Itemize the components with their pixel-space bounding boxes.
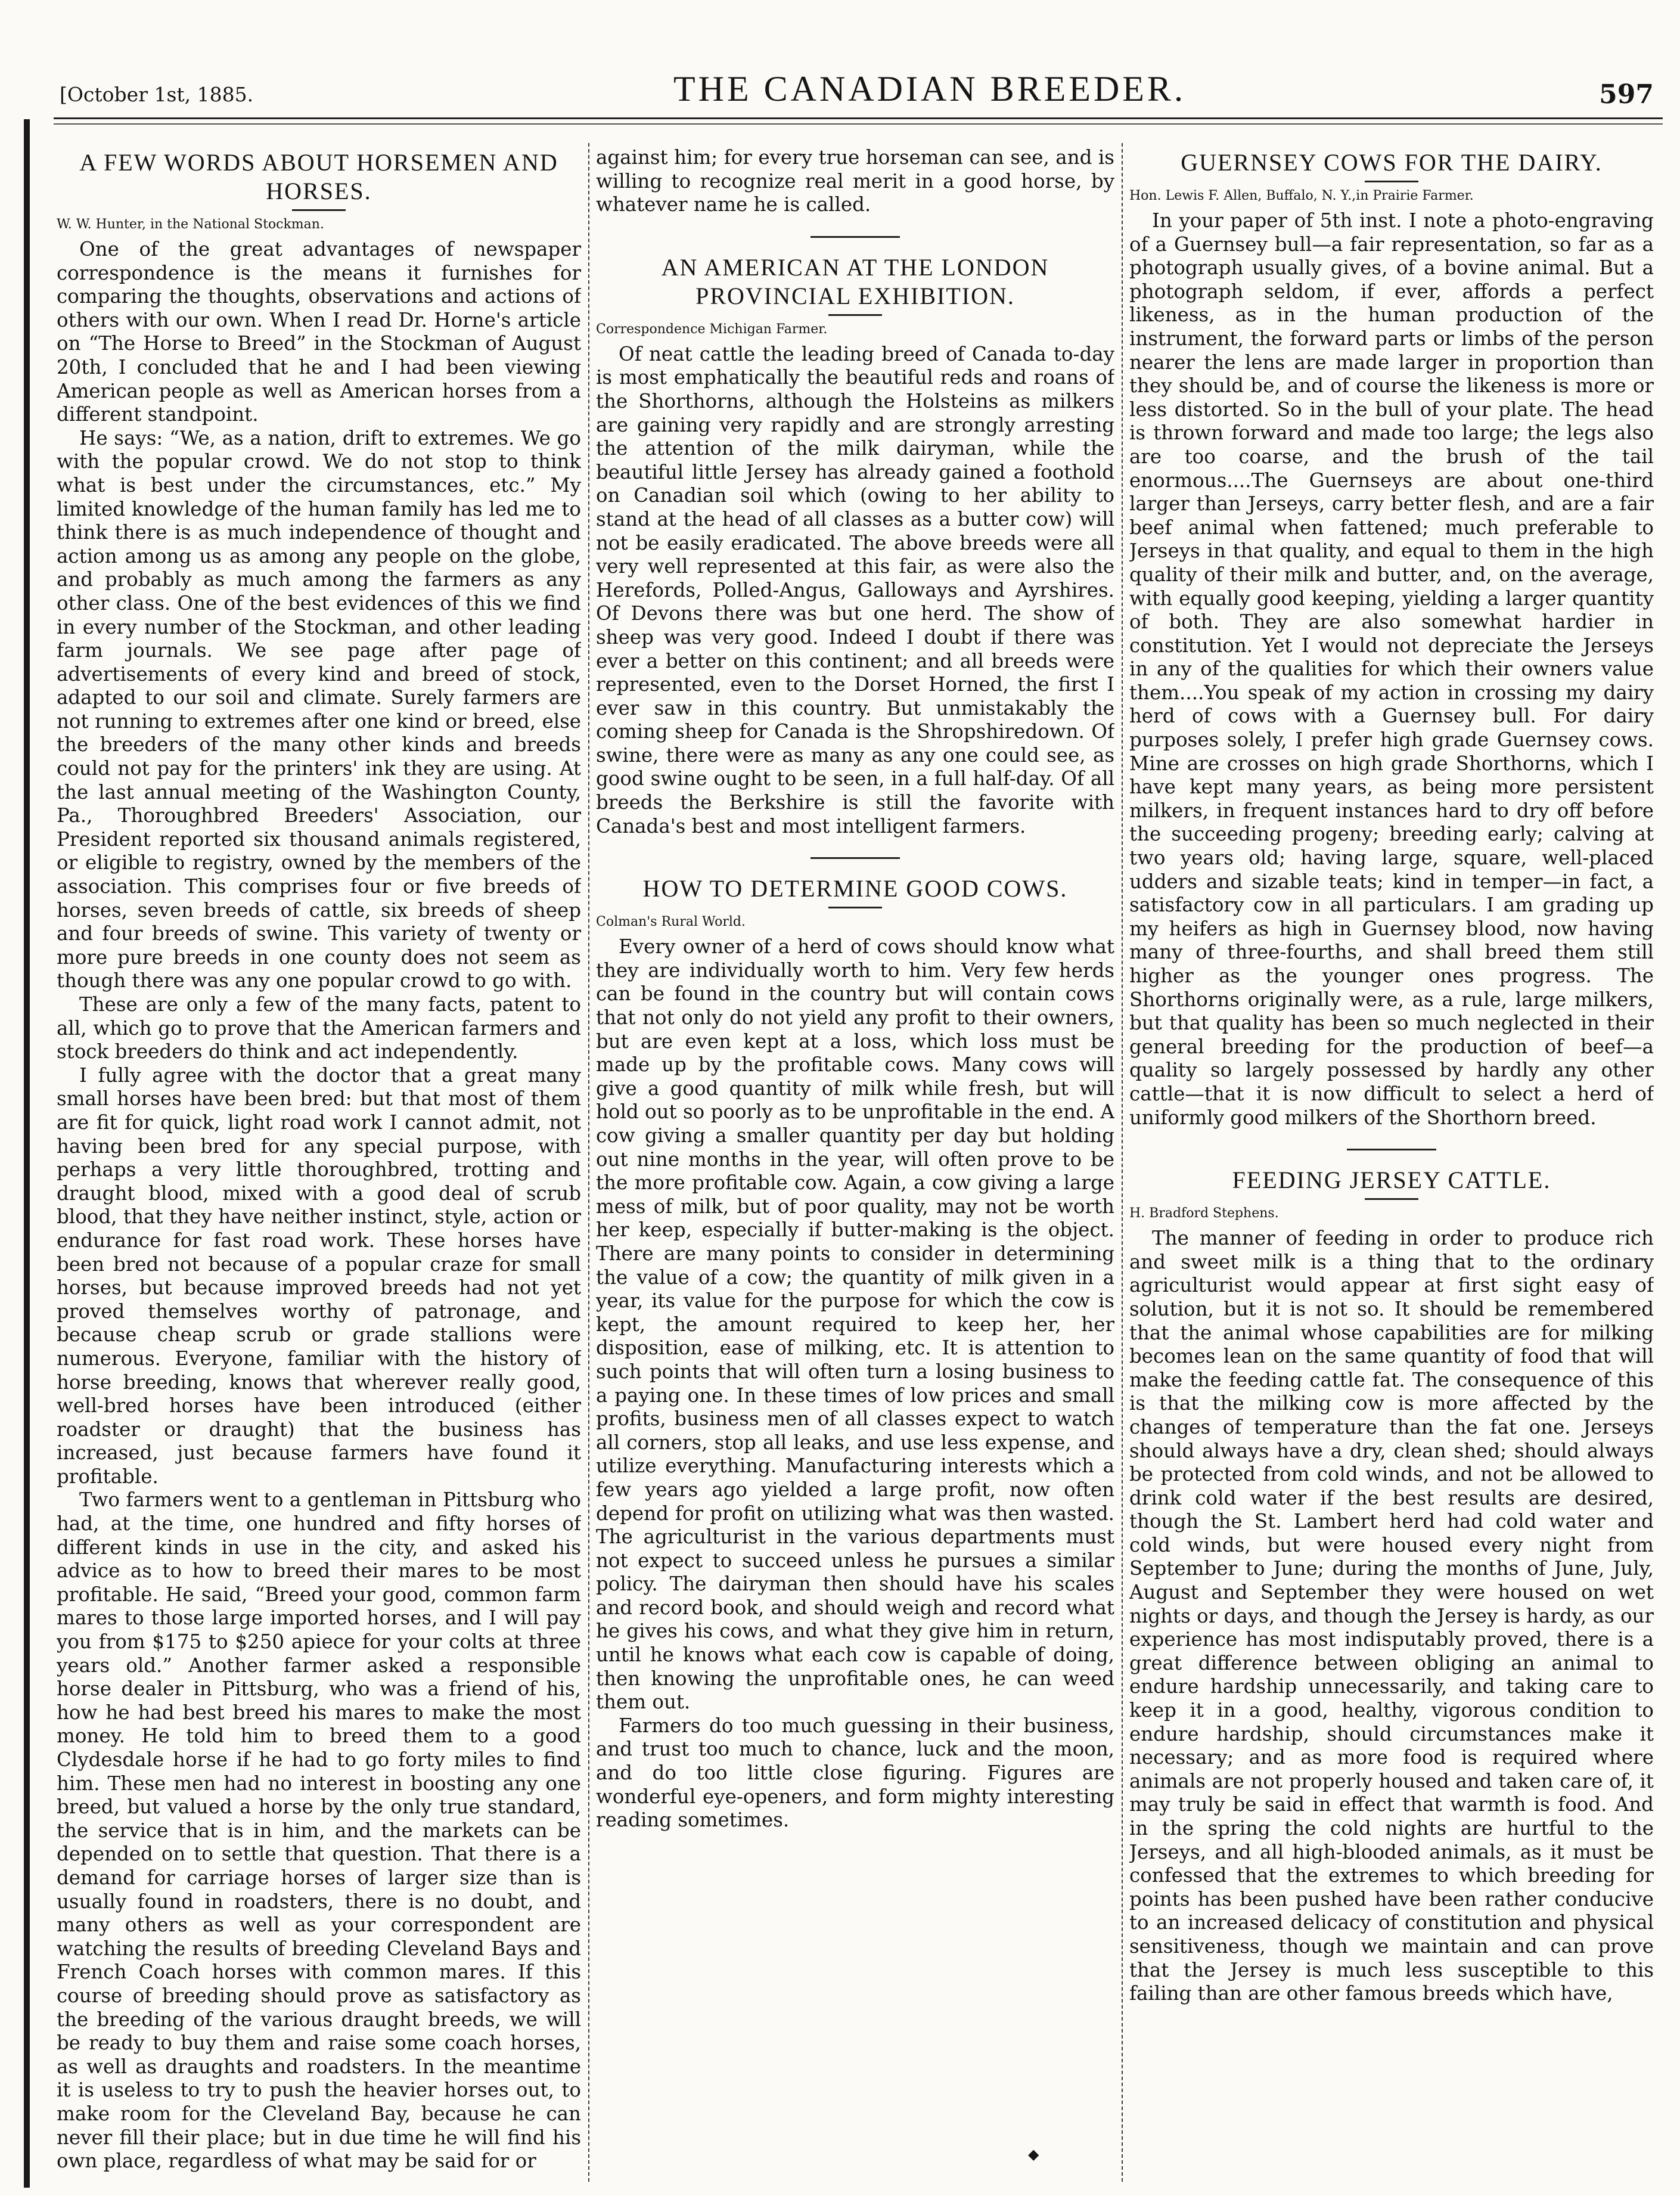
page-number: 597 xyxy=(1599,79,1654,110)
title-rule xyxy=(828,907,882,908)
masthead-rule-thin xyxy=(54,123,1663,125)
article-horsemen xyxy=(57,148,581,2173)
column-2 xyxy=(596,146,1114,2185)
title-rule xyxy=(292,209,346,211)
title-rule xyxy=(1365,1198,1418,1200)
article-paragraph: These are only a few of the many facts, patent to all, which go to prove that the American farmers and stock breeders do think and act independently. xyxy=(57,993,581,1063)
issue-date: [October 1st, 1885. xyxy=(60,83,254,106)
article-london-exhibition xyxy=(596,253,1114,838)
article-paragraph: He says: “We, as a nation, drift to extremes. We go with the popular crowd. We do not stop to think what is best under the circumstances, etc.” My limited knowledge of the human family has led me to think there is as much independence of thought and action among us as among any people on the globe, and probably as much among the farmers as any other class. One of the best evidences of this we find in every number of the Stockman, and other leading farm journals. We see page after page of advertisements of every kind and breed of stock, adapted to our soil and climate. Surely farmers are not running to extremes after one kind or breed, else the breeders of the many other kinds and breeds could not pay for the printers' ink they are using. At the last annual meeting of the Washington County, Pa., Thoroughbred Breeders' Association, our President reported six thousand animals registered, or eligible to registry, owned by the members of the association. This comprises four or five breeds of horses, seven breeds of cattle, six breeds of sheep and four breeds of swine. This variety of twenty or more pure breeds in one county does not seem as though there was any one popular crowd to go with. xyxy=(57,426,581,992)
column-divider xyxy=(588,143,589,2182)
article-good-cows xyxy=(596,874,1114,1832)
article-paragraph: Farmers do too much guessing in their business, and trust too much to chance, luck and the moon, and do too little close figuring. Figures are wonderful eye-openers, and form mighty interesting reading sometimes. xyxy=(596,1714,1114,1832)
article-paragraph: Of neat cattle the leading breed of Canada to-day is most emphatically the beautiful reds and roans of the Shorthorns, although the Holsteins as milkers are gaining very rapidly and are strongly arresting the attention of the milk dairyman, while the beautiful little Jersey has already gained a foothold on Canadian soil which (owing to her ability to stand at the head of all classes as a butter cow) will not be easily eradicated. The above breeds were all very well represented at this fair, as were also the Herefords, Polled-Angus, Galloways and Ayrshires. Of Devons there was but one herd. The show of sheep was very good. Indeed I doubt if there was ever a better on this continent; and all breeds were represented, even to the Dorset Horned, the first I ever saw in this country. But unmistakably the coming sheep for Canada is the Shropshiredown. Of swine, there were as many as any one could see, as good swine ought to be seen, in a full half-day. Of all breeds the Berkshire is still the favorite with Canada's best and most intelligent farmers. xyxy=(596,342,1114,838)
article-title: A FEW WORDS ABOUT HORSEMEN AND HORSES. xyxy=(79,149,558,204)
bottom-ornament: ◆ xyxy=(1028,2146,1039,2163)
column-divider xyxy=(1122,143,1123,2182)
title-rule xyxy=(828,314,882,316)
article-feeding-jersey xyxy=(1129,1166,1654,2006)
column-3 xyxy=(1129,146,1654,2185)
article-paragraph: Every owner of a herd of cows should know what they are individually worth to him. Very few herds can be found in the country but will contain cows that not only do not yield any profit to their owners, but are even kept at a loss, which loss must be made up by the profitable cows. Many cows will give a good quantity of milk while fresh, but will hold out so poorly as to be unprofitable in the end. A cow giving a smaller quantity per day but holding out nine months in the year, will often prove to be the more profitable cow. Again, a cow giving a large mess of milk, but of poor quality, may not be worth her keep, especially if butter-making is the object. There are many points to consider in determining the value of a cow; the quantity of milk given in a year, its value for the purpose for which the cow is kept, the amount required to keep her, her disposition, ease of milking, etc. It is attention to such points that will often turn a losing business to a paying one. In these times of low prices and small profits, business men of all classes expect to watch all corners, stop all leaks, and use less expense, and utilize everything. Manufacturing interests which a few years ago yielded a large profit, now often depend for profit on utilizing what was then wasted. The agriculturist in the various departments must not expect to succeed unless he pursues a similar policy. The dairyman then should have his scales and record book, and should weigh and record what he gives his cows, and what they give him in return, until he knows what each cow is capable of doing, then knowing the unprofitable ones, he can weed them out. xyxy=(596,935,1114,1714)
article-separator xyxy=(1347,1149,1436,1150)
masthead-rule xyxy=(54,117,1663,119)
article-paragraph-continuation: against him; for every true horseman can see, and is willing to recognize real merit in a good horse, by whatever name he is called. xyxy=(596,146,1114,216)
article-title: FEEDING JERSEY CATTLE. xyxy=(1232,1167,1551,1194)
article-title: HOW TO DETERMINE GOOD COWS. xyxy=(642,875,1068,902)
article-separator xyxy=(811,857,900,859)
article-paragraph: In your paper of 5th inst. I note a photo-engraving of a Guernsey bull—a fair representation, so far as a photograph usually gives, of a bovine animal. But a photograph seldom, if ever, affords a perfect likeness, as in the human production of the instrument, the forward parts or limbs of the person nearer the lens are made larger in proportion than they should be, and of course the likeness is more or less distorted. So in the bull of your plate. The head is thrown forward and made too large; the legs also are too coarse, and the brush of the tail enormous....The Guernseys are about one-third larger than Jerseys, carry better flesh, and are a fair beef animal when fattened; much preferable to Jerseys in that quality, and equal to them in the high quality of their milk and butter, and, on the average, with equally good keeping, yielding a larger quantity of both. They are also somewhat hardier in constitution. Yet I would not depreciate the Jerseys in any of the qualities for which their owners value them....You speak of my action in crossing my dairy herd of cows with a Guernsey bull. For dairy purposes solely, I prefer high grade Guernsey cows. Mine are crosses on high grade Shorthorns, which I have kept many years, as being more persistent milkers, in frequent instances hard to dry off before the succeeding progeny; breeding early; calving at two years old; having large, square, well-placed udders and sizable teats; kind in temper—in fact, a satisfactory cow in all particulars. I am grading up my heifers as high in Guernsey blood, now having many of three-fourths, and shall breed them still higher as the younger ones progress. The Shorthorns originally were, as a rule, large milkers, but that quality has been so much neglected in their general breeding for the production of beef—a quality so largely possessed by hardly any other cattle—that it is now difficult to select a herd of uniformly good milkers of the Shorthorn breed. xyxy=(1129,209,1654,1129)
article-source: W. W. Hunter, in the National Stockman. xyxy=(57,217,324,232)
article-paragraph-continued: Two farmers went to a gentleman in Pittsburg who had, at the time, one hundred and fifty horses of different kinds in use in the city, and asked his advice as to how to breed their mares to be most profitable. He said, “Breed your good, common farm mares to those large imported horses, and I will pay you from $175 to $250 apiece for your colts at three years old.” Another farmer asked a responsible horse dealer in Pittsburg, who was a friend of his, how he had best breed his mares to make the most money. He told him to breed them to a good Clydesdale horse if he had to go forty miles to find him. These men had no interest in boosting any one breed, but valued a horse by the only true standard, the service that is in him, and the markets can be depended on to settle that question. That there is a demand for carriage horses of larger size than is usually found in roadsters, there is no doubt, and many others as well as your correspondent are watching the results of breeding Cleveland Bays and French Coach horses with common mares. If this course of breeding should prove as satisfactory as the breeding of the various draught breeds, we will be ready to buy them and raise some coach horses, as well as draughts and roadsters. In the meantime it is useless to try to push the heavier horses out, to make room for the Cleveland Bay, because he can never fill their place; but in due time he will find his own place, regardless of what may be said for or xyxy=(57,1488,581,2173)
title-rule xyxy=(1365,181,1418,182)
article-guernsey xyxy=(1129,148,1654,1130)
article-source: Colman's Rural World. xyxy=(596,914,746,930)
article-source: Correspondence Michigan Farmer. xyxy=(596,321,828,337)
masthead xyxy=(54,69,1663,116)
article-source: Hon. Lewis F. Allen, Buffalo, N. Y.,in Prairie Farmer. xyxy=(1129,188,1474,203)
article-title: GUERNSEY COWS FOR THE DAIRY. xyxy=(1181,149,1603,176)
article-title: AN AMERICAN AT THE LONDON PROVINCIAL EXHIBITION. xyxy=(661,253,1049,309)
article-source: H. Bradford Stephens. xyxy=(1129,1206,1279,1221)
article-paragraph: The manner of feeding in order to produce rich and sweet milk is a thing that to the ordinary agriculturist would appear at first sight easy of solution, but it is not so. It should be remembered that the animal whose capabilities are for milking becomes lean on the same quantity of food that will make the feeding cattle fat. The consequence of this is that the milking cow is more affected by the changes of temperature than the fat one. Jerseys should always have a dry, clean shed; should always be protected from cold winds, and not be allowed to drink cold water if the best results are desired, though the St. Lambert herd had cold water and cold winds, but were housed every night from September to June; during the months of June, July, August and September they were housed on wet nights or days, and though the Jersey is hardy, as our experience has most indisputably proved, there is a great difference between obliging an animal to endure hardship unnecessarily, and taking care to keep it in a good, healthy, vigorous condition to endure hardship, should circumstances make it necessary; and as more food is required where animals are not properly housed and taken care of, it may truly be said in effect that warmth is food. And in the spring the cold nights are hurtful to the Jerseys, and all high-blooded animals, as it must be confessed that the extremes to which breeding for points has been pushed have been rather conducive to an increased delicacy of constitution and physical sensitiveness, though we maintain and can prove that the Jersey is much less susceptible to this failing than are other famous breeds which have, xyxy=(1129,1227,1654,2005)
article-paragraph: One of the great advantages of newspaper correspondence is the means it furnishes for comparing the thoughts, observations and actions of others with our own. When I read Dr. Horne's article on “The Horse to Breed” in the Stockman of August 20th, I concluded that he and I had been viewing American people as well as American horses from a different standpoint. xyxy=(57,238,581,426)
article-paragraph: I fully agree with the doctor that a great many small horses have been bred: but that most of them are fit for quick, light road work I cannot admit, not having been bred for any special purpose, with perhaps a very little thoroughbred, trotting and draught blood, mixed with a good deal of scrub blood, that they have neither instinct, style, action or endurance for fast road work. These horses have been bred not because of a popular craze for small horses, but because improved breeds had not yet proved themselves worthy of patronage, and because cheap scrub or grade stallions were numerous. Everyone, familiar with the history of horse breeding, knows that wherever really good, well-bred horses have been introduced (either roadster or draught) that the business has increased, just because farmers have found it profitable. xyxy=(57,1063,581,1488)
article-separator xyxy=(811,236,900,238)
binding-gutter xyxy=(24,119,30,2188)
newspaper-title: THE CANADIAN BREEDER. xyxy=(673,69,1186,108)
column-1 xyxy=(57,146,581,2185)
